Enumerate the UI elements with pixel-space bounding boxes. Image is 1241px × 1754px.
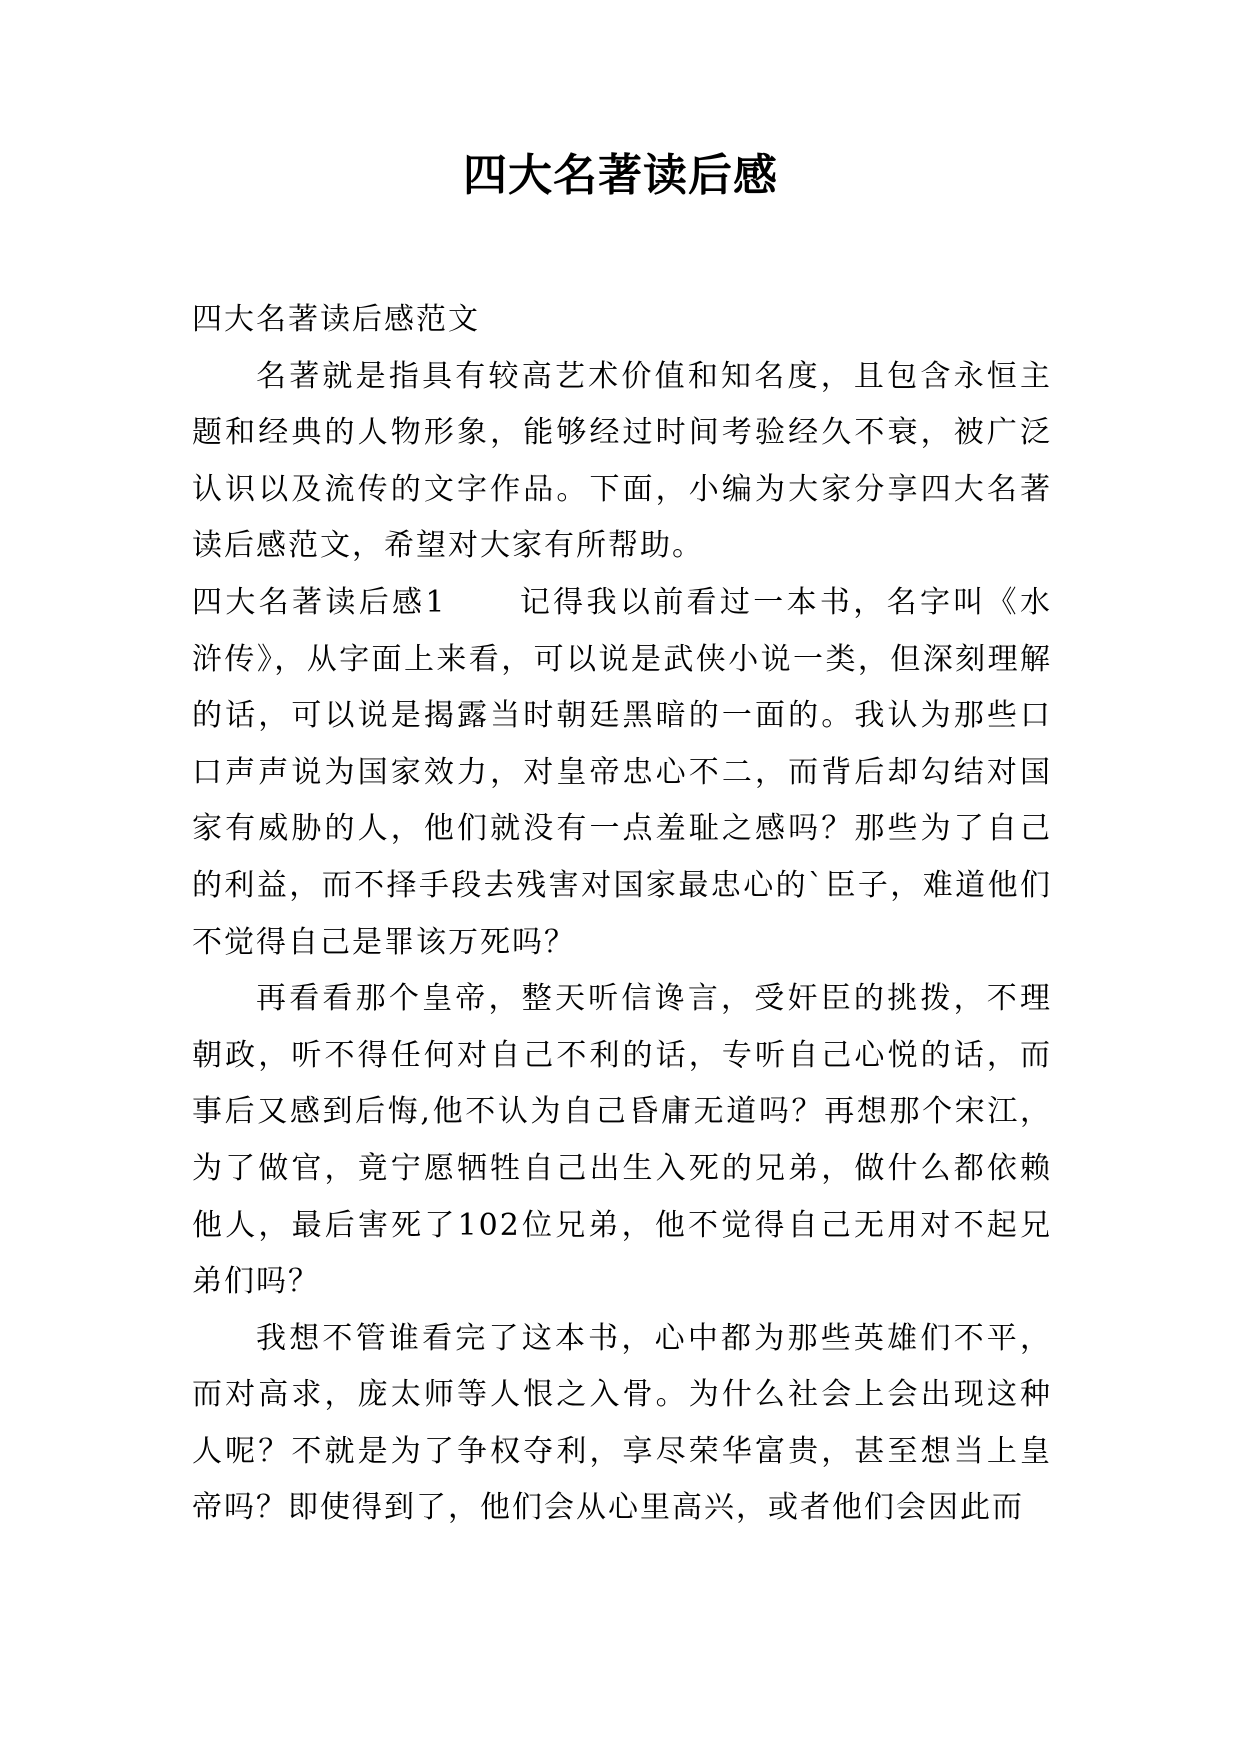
- intro-paragraph: 名著就是指具有较高艺术价值和知名度，且包含永恒主题和经典的人物形象，能够经过时间考验经久不衰，被广泛认识以及流传的文字作品。下面，小编为大家分享四大名著读后感范文，希望对大家有所帮助。: [192, 358, 1052, 564]
- section-1-paragraph-1: 记得我以前看过一本书，名字叫《水浒传》，从字面上来看，可以说是武侠小说一类，但深刻理解的话，可以说是揭露当时朝廷黑暗的一面的。我认为那些口口声声说为国家效力，对皇帝忠心不二，而背后却勾结对国家有威胁的人，他们就没有一点羞耻之感吗？那些为了自己的利益，而不择手段去残害对国家最忠心的`臣子，难道他们不觉得自己是罪该万死吗？: [192, 584, 1052, 960]
- section-1-paragraph-3: 我想不管谁看完了这本书，心中都为那些英雄们不平，而对高求，庞太师等人恨之入骨。为什么社会上会出现这种人呢？不就是为了争权夺利，享尽荣华富贵，甚至想当上皇帝吗？即使得到了，他们会从心里高兴，或者他们会因此而: [192, 1320, 1052, 1526]
- section-1-heading: 四大名著读后感1: [192, 584, 447, 620]
- document-title: 四大名著读后感: [463, 150, 778, 201]
- section-1-paragraph-2: 再看看那个皇帝，整天听信谗言，受奸臣的挑拨，不理朝政，听不得任何对自己不利的话，专听自己心悦的话，而事后又感到后悔,他不认为自己昏庸无道吗？再想那个宋江，为了做官，竟宁愿牺牲自己出生入死的兄弟，做什么都依赖他人，最后害死了102位兄弟，他不觉得自己无用对不起兄弟们吗？: [192, 981, 1052, 1300]
- document-body: [192, 292, 1052, 1537]
- section-1-block: [192, 575, 1052, 971]
- document-subtitle: 四大名著读后感范文: [192, 302, 480, 337]
